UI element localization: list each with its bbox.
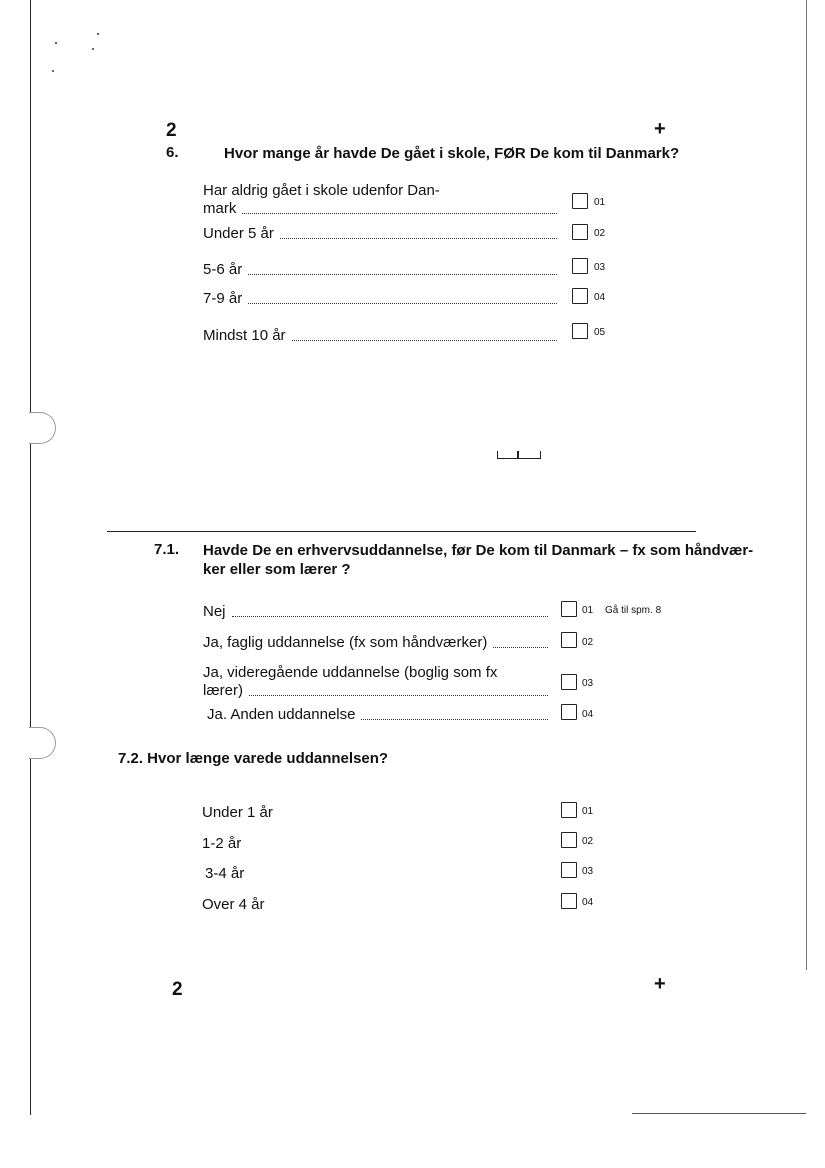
question-6-option-01 — [203, 200, 561, 218]
leader-dots — [249, 694, 548, 696]
question-7-1-option-02 — [203, 634, 552, 652]
answer-code: 04 — [582, 897, 594, 908]
scan-left-margin-line — [30, 0, 31, 1115]
question-6-checkbox-02[interactable] — [572, 224, 588, 240]
scan-right-margin-line — [806, 0, 807, 970]
scan-speck — [97, 33, 99, 35]
register-mark-top: + — [654, 118, 666, 140]
question-7-1-checkbox-03[interactable] — [561, 674, 577, 690]
leader-dots — [361, 718, 548, 720]
question-6-option-02 — [203, 225, 561, 243]
scan-speck — [55, 42, 57, 44]
question-7-2-option-04: Over 4 år — [202, 896, 265, 913]
punch-hole-bottom — [29, 727, 56, 759]
leader-dots — [248, 273, 557, 275]
question-6-option-04 — [203, 290, 561, 308]
option-label: Ja. Anden uddannelse — [207, 706, 356, 723]
answer-code: 03 — [594, 262, 606, 273]
leader-dots — [280, 237, 557, 239]
question-7-2-option-01: Under 1 år — [202, 804, 273, 821]
question-7-1-option-03 — [203, 682, 552, 700]
question-6-text: Hvor mange år havde De gået i skole, FØR De kom til Danmark? — [224, 145, 680, 162]
scan-bottom-right-line — [632, 1113, 806, 1114]
option-label: Mindst 10 år — [203, 327, 286, 344]
option-label: Under 5 år — [203, 225, 274, 242]
question-6-option-03 — [203, 261, 561, 279]
leader-dots — [292, 339, 557, 341]
leader-dots — [493, 646, 548, 648]
question-7-1-text-line2: ker eller som lærer ? — [203, 561, 351, 578]
leader-dots — [248, 302, 557, 304]
option-label-line2: lærer) — [203, 682, 243, 699]
option-label: 5-6 år — [203, 261, 243, 278]
option-label: 7-9 år — [203, 290, 243, 307]
option-label-line2: mark — [203, 200, 237, 217]
answer-code: 04 — [594, 292, 606, 303]
question-6-option-01-label — [203, 182, 440, 200]
punch-hole-top — [29, 412, 56, 444]
question-6-checkbox-01[interactable] — [572, 193, 588, 209]
question-6-option-05 — [203, 327, 561, 345]
question-7-1-checkbox-02[interactable] — [561, 632, 577, 648]
question-6-number: 6. — [166, 144, 179, 161]
question-7-1-checkbox-04[interactable] — [561, 704, 577, 720]
answer-code: 04 — [582, 709, 594, 720]
question-7-1-option-01 — [203, 603, 552, 621]
question-7-2-option-03: 3-4 år — [205, 865, 245, 882]
leader-dots — [232, 615, 548, 617]
register-mark-bottom: + — [654, 973, 666, 995]
question-7-2-option-02: 1-2 år — [202, 835, 242, 852]
scan-speck — [52, 70, 54, 72]
question-6-checkbox-03[interactable] — [572, 258, 588, 274]
scan-speck — [92, 48, 94, 50]
page-number-top: 2 — [166, 120, 177, 141]
answer-code: 01 — [582, 806, 594, 817]
question-7-2-text: 7.2. Hvor længe varede uddannelsen? — [118, 750, 389, 767]
skip-instruction: Gå til spm. 8 — [605, 605, 662, 616]
answer-code: 05 — [594, 327, 606, 338]
question-6-checkbox-04[interactable] — [572, 288, 588, 304]
answer-code: 01 — [594, 197, 606, 208]
question-7-1-number: 7.1. — [154, 541, 180, 558]
question-7-2-checkbox-02[interactable] — [561, 832, 577, 848]
question-7-2-checkbox-03[interactable] — [561, 862, 577, 878]
answer-code: 02 — [582, 836, 594, 847]
answer-code: 02 — [582, 637, 594, 648]
option-label-line1: Har aldrig gået i skole udenfor Dan- — [203, 182, 440, 199]
page-number-bottom: 2 — [172, 979, 183, 1000]
question-7-2-checkbox-01[interactable] — [561, 802, 577, 818]
question-7-1-text-line1: Havde De en erhvervsuddannelse, før De kom til Danmark – fx som håndvær- — [203, 542, 754, 559]
section-divider — [107, 531, 696, 532]
option-label: Ja, faglig uddannelse (fx som håndværker) — [203, 634, 488, 651]
answer-code: 01 — [582, 605, 594, 616]
question-7-1-option-03-label — [203, 664, 497, 682]
answer-code: 03 — [582, 866, 594, 877]
coding-box — [497, 451, 541, 459]
option-label: Nej — [203, 603, 226, 620]
answer-code: 03 — [582, 678, 594, 689]
coding-box-divider — [517, 451, 519, 458]
option-label-line1: Ja, videregående uddannelse (boglig som fx — [203, 664, 498, 681]
question-7-2-checkbox-04[interactable] — [561, 893, 577, 909]
leader-dots — [242, 212, 557, 214]
question-6-checkbox-05[interactable] — [572, 323, 588, 339]
answer-code: 02 — [594, 228, 606, 239]
question-7-1-option-04 — [207, 706, 552, 724]
question-7-1-checkbox-01[interactable] — [561, 601, 577, 617]
